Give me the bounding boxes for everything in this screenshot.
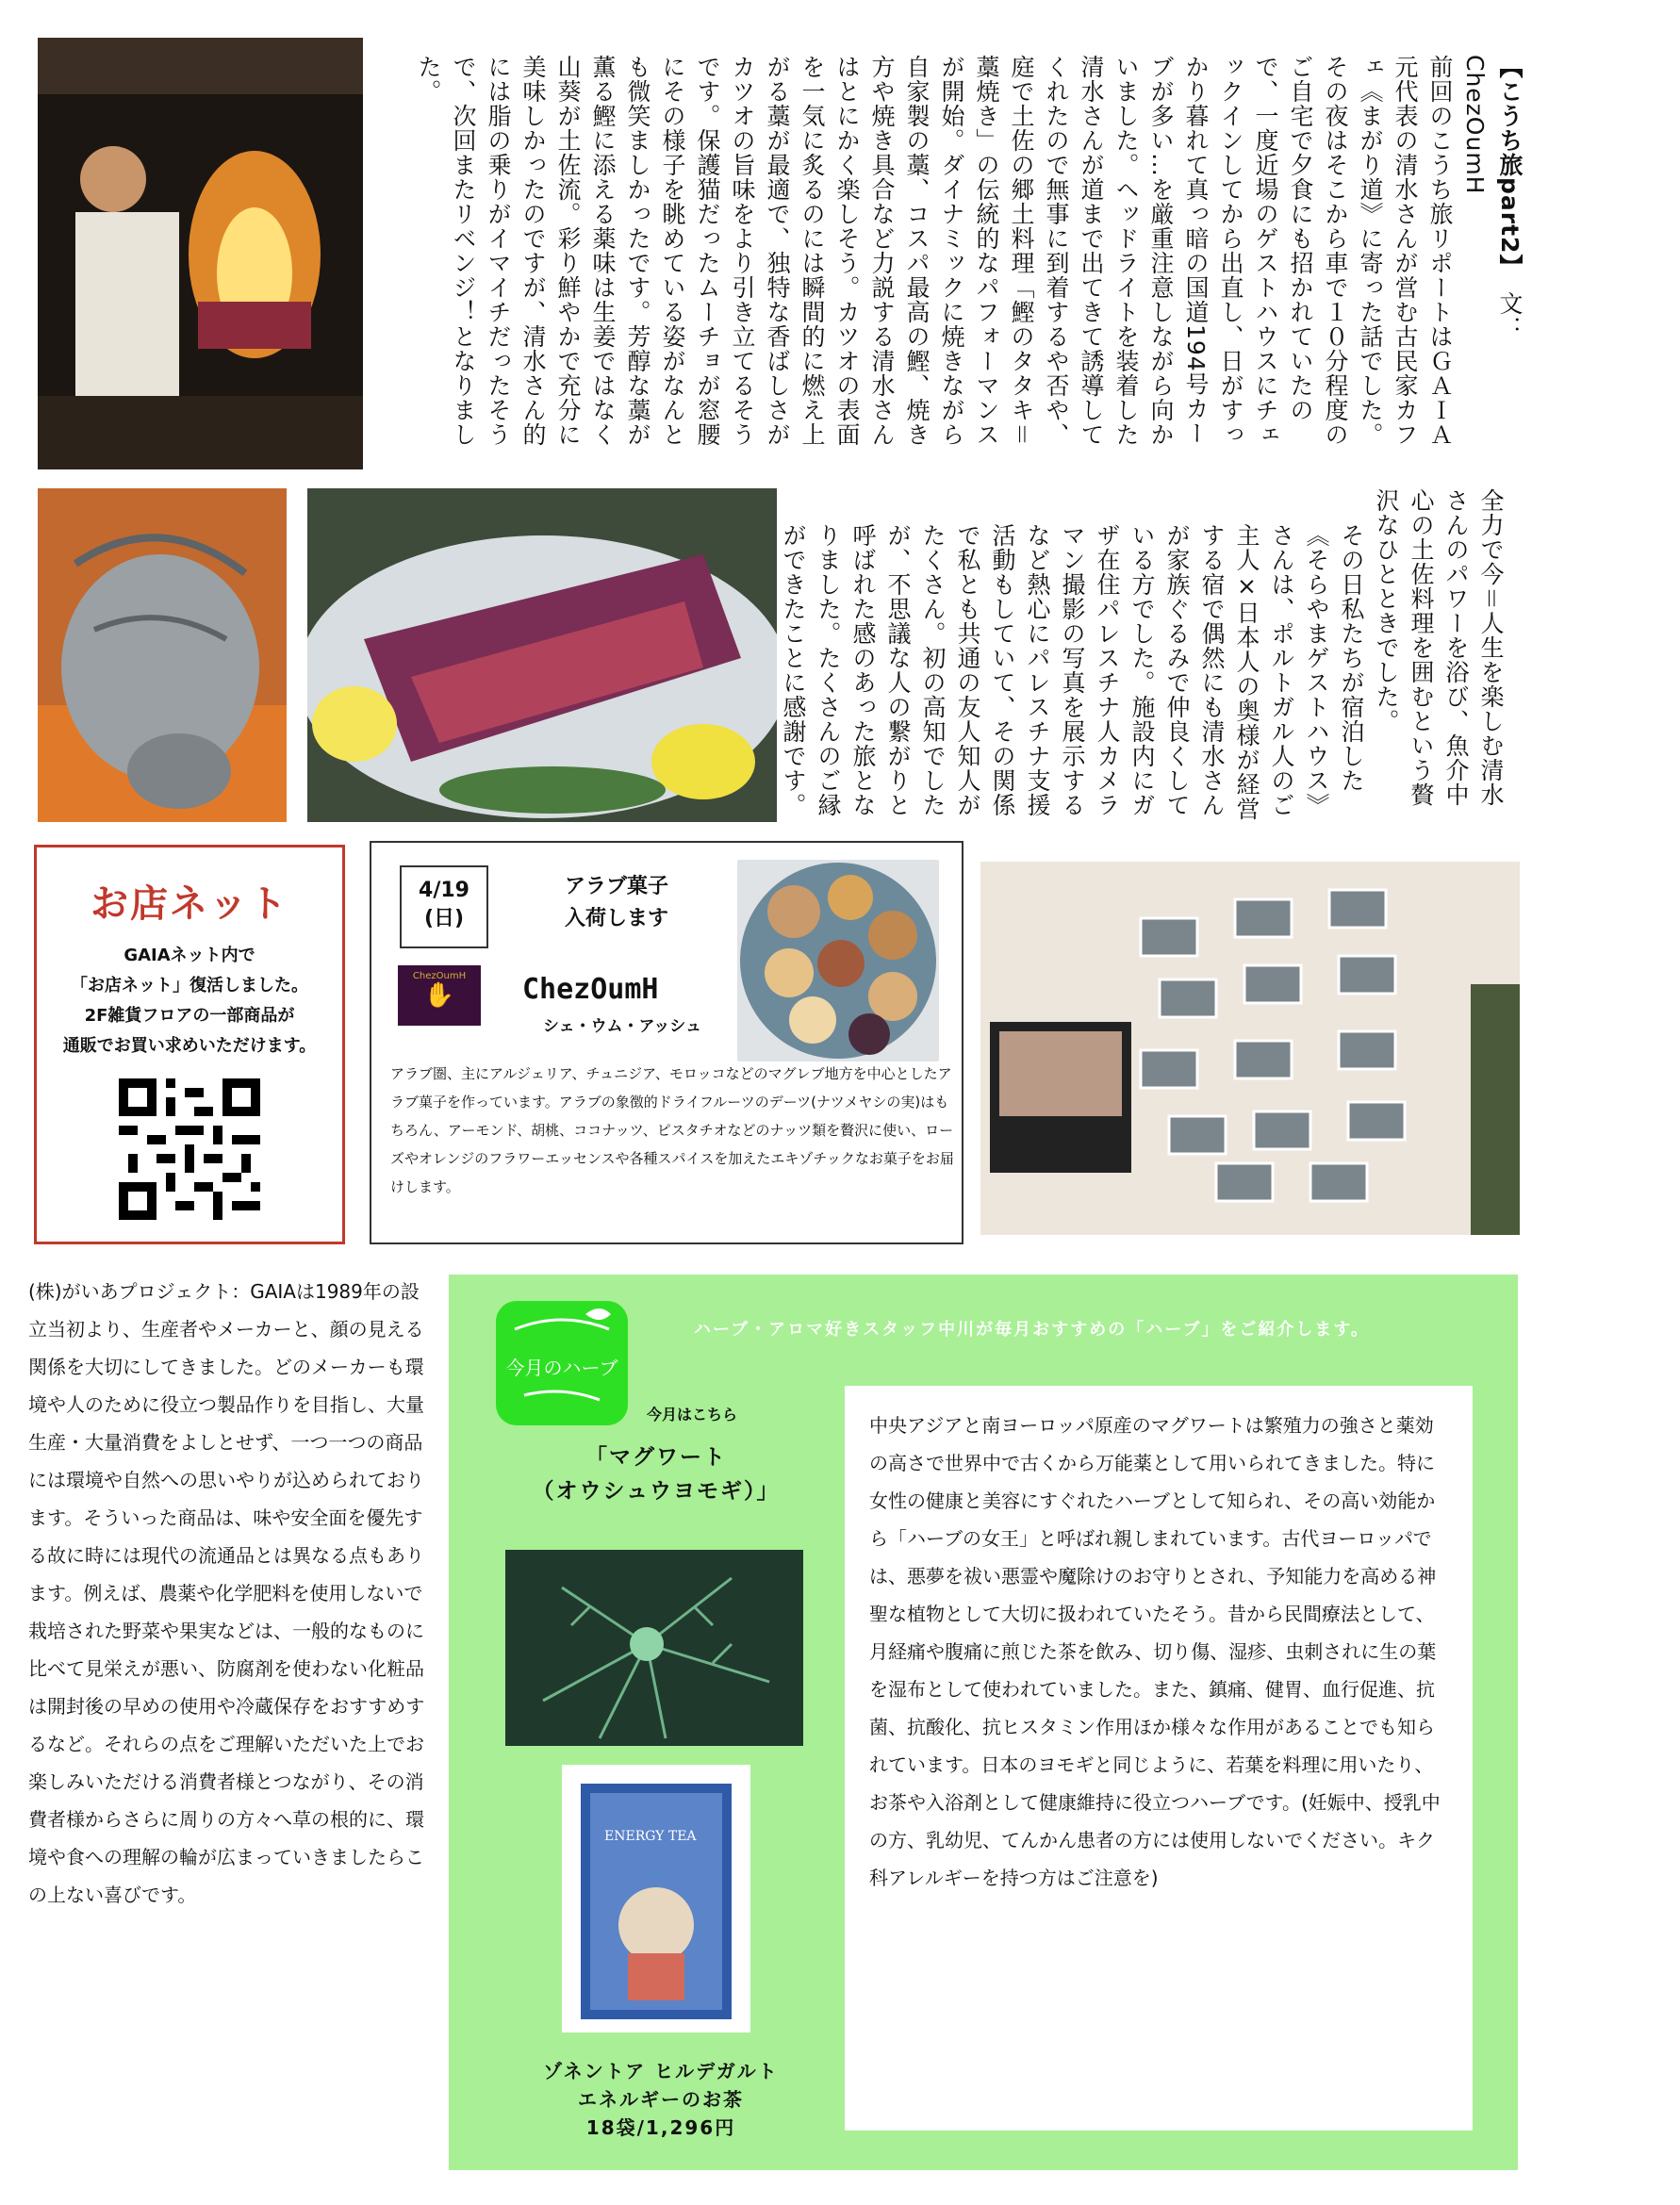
- arrival-date-day: 4/19: [419, 879, 469, 902]
- hamsa-icon: ✋: [423, 981, 455, 1010]
- article-heading: 【こうち旅part2】: [1496, 55, 1524, 267]
- arrival-date-weekday: (日): [423, 907, 465, 930]
- herb-of-the-month-panel: [449, 1275, 1518, 2170]
- herb-description: 中央アジアと南ヨーロッパ原産のマグワートは繁殖力の強さと薬効の高さで世界中で古くから万能薬として用いられてきました。特に女性の健康と美容にすぐれたハーブとして知られ、その高い効能から「ハーブの女王」と呼ばれ親しまれています。古代ヨーロッパでは、悪夢を祓い悪霊や魔除けのお守りとされ、予知能力を高める神聖な植物として大切に扱われていたそう。昔から民間療法として、月経痛や腹痛に煎じた茶を飲み、切り傷、湿疹、虫刺されに生の葉を湿布として使われていました。また、鎮痛、健胃、血行促進、抗菌、抗酸化、抗ヒスタミン作用ほか様々な作用があることでも知られています。日本のヨモギと同じように、若葉を料理に用いたり、お茶や入浴剤として健康維持に役立つハーブです。(妊娠中、授乳中の方、乳幼児、てんかん患者の方には使用しないでください。キク科アレルギーを持つ方はご注意を): [845, 1386, 1473, 2131]
- arab-sweets-description: アラブ圏、主にアルジェリア、チュニジア、モロッコなどのマグレブ地方を中心としたアラブ菓子を作っています。アラブの象徴的ドライフルーツのデーツ(ナツメヤシの実)はもちろん、アーモンド、胡桃、ココナッツ、ピスタチオなどのナッツ類を贅沢に使い、ローズやオレンジのフラワーエッセンスや各種スパイスを加えたエキゾチックなお菓子をお届けします。: [390, 1065, 954, 1195]
- article-byline: 文：ChezOumH: [1461, 55, 1524, 340]
- shop-net-logo: お店ネット: [91, 882, 288, 926]
- mugwort-photo: [505, 1550, 803, 1746]
- cat-photo: [38, 488, 287, 822]
- arab-sweets-box: [370, 841, 964, 1244]
- herb-name-line: 「マグワート: [585, 1445, 727, 1470]
- brand-name: ChezOumH: [522, 973, 659, 1006]
- chezoumh-logo: [398, 965, 481, 1026]
- energy-tea-package-photo: [562, 1765, 750, 2032]
- title-line: アラブ菓子: [564, 875, 668, 898]
- brand-kana: シェ・ウム・アッシュ: [543, 1017, 701, 1036]
- shop-net-line: 「お店ネット」復活しました。: [71, 976, 308, 996]
- herb-logo: [496, 1301, 628, 1425]
- shop-net-line: 2F雑貨フロアの一部商品が: [84, 1006, 295, 1026]
- product-price: 18袋/1,296円: [585, 2116, 736, 2139]
- shop-net-line: GAIAネット内で: [124, 946, 255, 965]
- article-paragraph: 前回のこうち旅リポートはＧＡＩＡ元代表の清水さんが営む古民家カフェ《まがり道》に寄った話でした。その夜はそこから車で１０分程度のご自宅で夕食にも招かれていたので、一度近場のゲストハウスにチェックインしてから出直し、日がすっかり暮れて真っ暗の国道194号カーブが多い…を厳重注意しながら向かいました。ヘッドライトを装着した清水さんが道まで出てきて誘導してくれたので無事に到着するや否や、庭で土佐の郷土料理「鰹のタタキ＝藁焼き」の伝統的なパフォーマンスが開始。ダイナミックに焼きながら自家製の藁、コスパ最高の鰹、焼き方や焼き具合など力説する清水さんはとにかく楽しそう。カツオの表面を一気に炙るのには瞬間的に燃え上がる藁が最適で、独特な香ばしさがカツオの旨味をより引き立てるそうです。保護猫だったムーチョが窓腰にその様子を眺めている姿がなんとも微笑ましかったです。芳醇な藁が薫る鰹に添える薬味は生姜ではなく山葵が土佐流。彩り鮮やかで充分に美味しかったのですが、清水さん的には脂の乗りがイマイチだったそうで、次回またリベンジ！となりました。: [415, 55, 1454, 448]
- grilling-photo: [38, 38, 363, 469]
- this-month-label: 今月はこちら: [647, 1406, 738, 1423]
- kochi-trip-article: [396, 55, 1527, 469]
- gallery-photo: [980, 862, 1520, 1235]
- arab-sweets-title: [532, 871, 701, 935]
- herb-name: [505, 1440, 807, 1508]
- product-info: [505, 2057, 816, 2142]
- qr-code[interactable]: [119, 1078, 260, 1220]
- arrival-date: [400, 865, 488, 948]
- arab-sweets-photo: [737, 860, 939, 1061]
- package-label: ENERGY TEA: [604, 1829, 697, 1844]
- bonito-tataki-photo: [307, 488, 777, 822]
- article-paragraph: 全力で今＝人生を楽しむ清水さんのパワーを浴び、魚介中心の土佐料理を囲むという贅沢なひとときでした。: [1373, 488, 1505, 808]
- gaia-about-text: (株)がいあプロジェクト：GAIAは1989年の設立当初より、生産者やメーカーと、顔の見える関係を大切にしてきました。どのメーカーも環境や人のために役立つ製品作りを目指し、大量生産・大量消費をよしとせず、一つ一つの商品には環境や自然への思いやりが込められております。そういった商品は、味や安全面を優先する故に時には現代の流通品とは異なる点もあります。例えば、農薬や化学肥料を使用しないで栽培された野菜や果実などは、一般的なものに比べて見栄えが悪い、防腐剤を使わない化粧品は開封後の早めの使用や冷蔵保存をおすすめするなど。それらの点をご理解いただいた上でお楽しみいただける消費者様とつながり、その消費者様からさらに周りの方々へ草の根的に、環境や食への理解の輪が広まっていきましたらこの上ない喜びです。: [28, 1280, 425, 1906]
- shop-net-line: 通販でお買い求めいただけます。: [62, 1036, 317, 1056]
- herb-name-line: （オウシュウヨモギ）」: [532, 1479, 781, 1504]
- herb-header: ハーブ・アロマ好きスタッフ中川が毎月おすすめの「ハーブ」をご紹介します。: [694, 1320, 1370, 1340]
- product-subtitle: エネルギーのお茶: [578, 2088, 744, 2111]
- product-name: ゾネントア ヒルデガルト: [543, 2060, 779, 2082]
- article-paragraph: その日私たちが宿泊した《そらやまゲストハウス》さんは、ポルトガル人のご主人×日本人の奥様が経営する宿で偶然にも清水さんが家族ぐるみで仲良くしている方でした。施設内にガザ在住パレスチナ人カメラマン撮影の写真を展示するなど熱心にパレスチナ支援活動もしていて、その関係で私とも共通の友人知人がたくさん。初の高知でしたが、不思議な人の繋がりと呼ばれた感のあった旅となりました。たくさんのご縁ができたことに感謝です。: [780, 523, 1365, 821]
- guesthouse-article: [780, 488, 1508, 822]
- logo-text: ChezOumH: [412, 971, 467, 981]
- shop-net-box: [34, 845, 345, 1244]
- herb-logo-text: 今月のハーブ: [505, 1357, 618, 1379]
- title-line: 入荷します: [564, 907, 668, 930]
